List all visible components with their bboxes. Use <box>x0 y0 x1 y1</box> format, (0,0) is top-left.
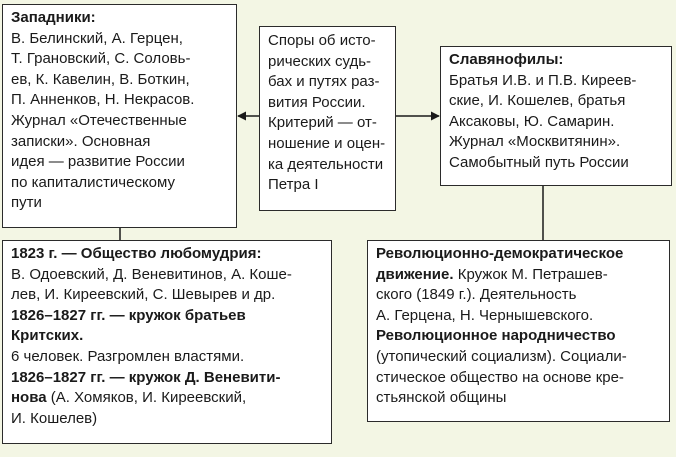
circle-line-mixed <box>11 388 323 409</box>
revolutionary-line: (утопический социализм). Социали- <box>376 347 627 365</box>
westerners-line: Журнал «Отечественные <box>11 111 187 129</box>
center-line: ношение и оцен- <box>268 134 386 152</box>
revolutionary-text: Кружок М. Петрашев- <box>453 265 608 283</box>
circle-line: В. Одоевский, Д. Веневитинов, А. Коше- <box>11 265 292 283</box>
westerners-line: идея — развитие России <box>11 153 185 171</box>
circle-line: 6 человек. Разгромлен властями. <box>11 347 245 365</box>
slavophiles-line: Журнал «Москвитянин». <box>449 133 621 151</box>
revolutionary-box <box>367 240 670 422</box>
slavophiles-line: Аксаковы, Ю. Самарин. <box>449 112 615 130</box>
circles-box <box>2 240 332 444</box>
circle-heading: Критских. <box>11 327 84 345</box>
westerners-line: П. Анненков, Н. Некрасов. <box>11 91 195 109</box>
circle-heading: 1826–1827 гг. — кружок братьев <box>11 306 246 324</box>
center-line: рических судь- <box>268 52 372 70</box>
westerners-line: по капиталистическому <box>11 173 176 191</box>
revolutionary-line: стьянской общины <box>376 389 507 407</box>
revolutionary-heading: Революционное народничество <box>376 327 616 345</box>
westerners-line: ев, К. Кавелин, В. Боткин, <box>11 70 190 88</box>
circle-line: И. Кошелев) <box>11 409 98 427</box>
circle-line: лев, И. Киреевский, С. Шевырев и др. <box>11 286 276 304</box>
westerners-line: записки». Основная <box>11 132 151 150</box>
center-line: Петра I <box>268 176 319 194</box>
revolutionary-heading: Революционно-демократическое <box>376 245 624 262</box>
center-line: Критерий — от- <box>268 114 377 132</box>
slavophiles-line: Братья И.В. и П.В. Киреев- <box>449 71 637 89</box>
revolutionary-line: стическое общество на основе кре- <box>376 368 624 386</box>
circle-text: (А. Хомяков, И. Киреевский, <box>46 389 247 407</box>
center-line: Споры об исто- <box>268 32 376 49</box>
westerners-box <box>2 4 237 228</box>
westerners-line: В. Белинский, А. Герцен, <box>11 29 183 47</box>
westerners-line: Т. Грановский, С. Соловь- <box>11 50 191 68</box>
slavophiles-title: Славянофилы: <box>449 51 564 68</box>
revolutionary-line: ского (1849 г.). Деятельность <box>376 286 577 304</box>
circle-heading: 1826–1827 гг. — кружок Д. Веневити- <box>11 368 281 386</box>
revolutionary-line: А. Герцена, Н. Чернышевского. <box>376 306 594 324</box>
circle-heading: нова <box>11 389 47 407</box>
center-line: вития России. <box>268 93 366 111</box>
circle-heading: 1823 г. — Общество любомудрия: <box>11 245 262 262</box>
westerners-title: Западники: <box>11 9 96 26</box>
center-line: ка деятельности <box>268 155 384 173</box>
westerners-line: пути <box>11 194 42 212</box>
revolutionary-heading: движение. <box>376 265 454 283</box>
center-line: бах и путях раз- <box>268 73 380 91</box>
center-disputes-box <box>259 26 396 211</box>
slavophiles-line: ские, И. Кошелев, братья <box>449 92 626 110</box>
slavophiles-box <box>440 46 672 186</box>
slavophiles-line: Самобытный путь России <box>449 153 629 171</box>
revolutionary-line-mixed <box>376 265 661 286</box>
